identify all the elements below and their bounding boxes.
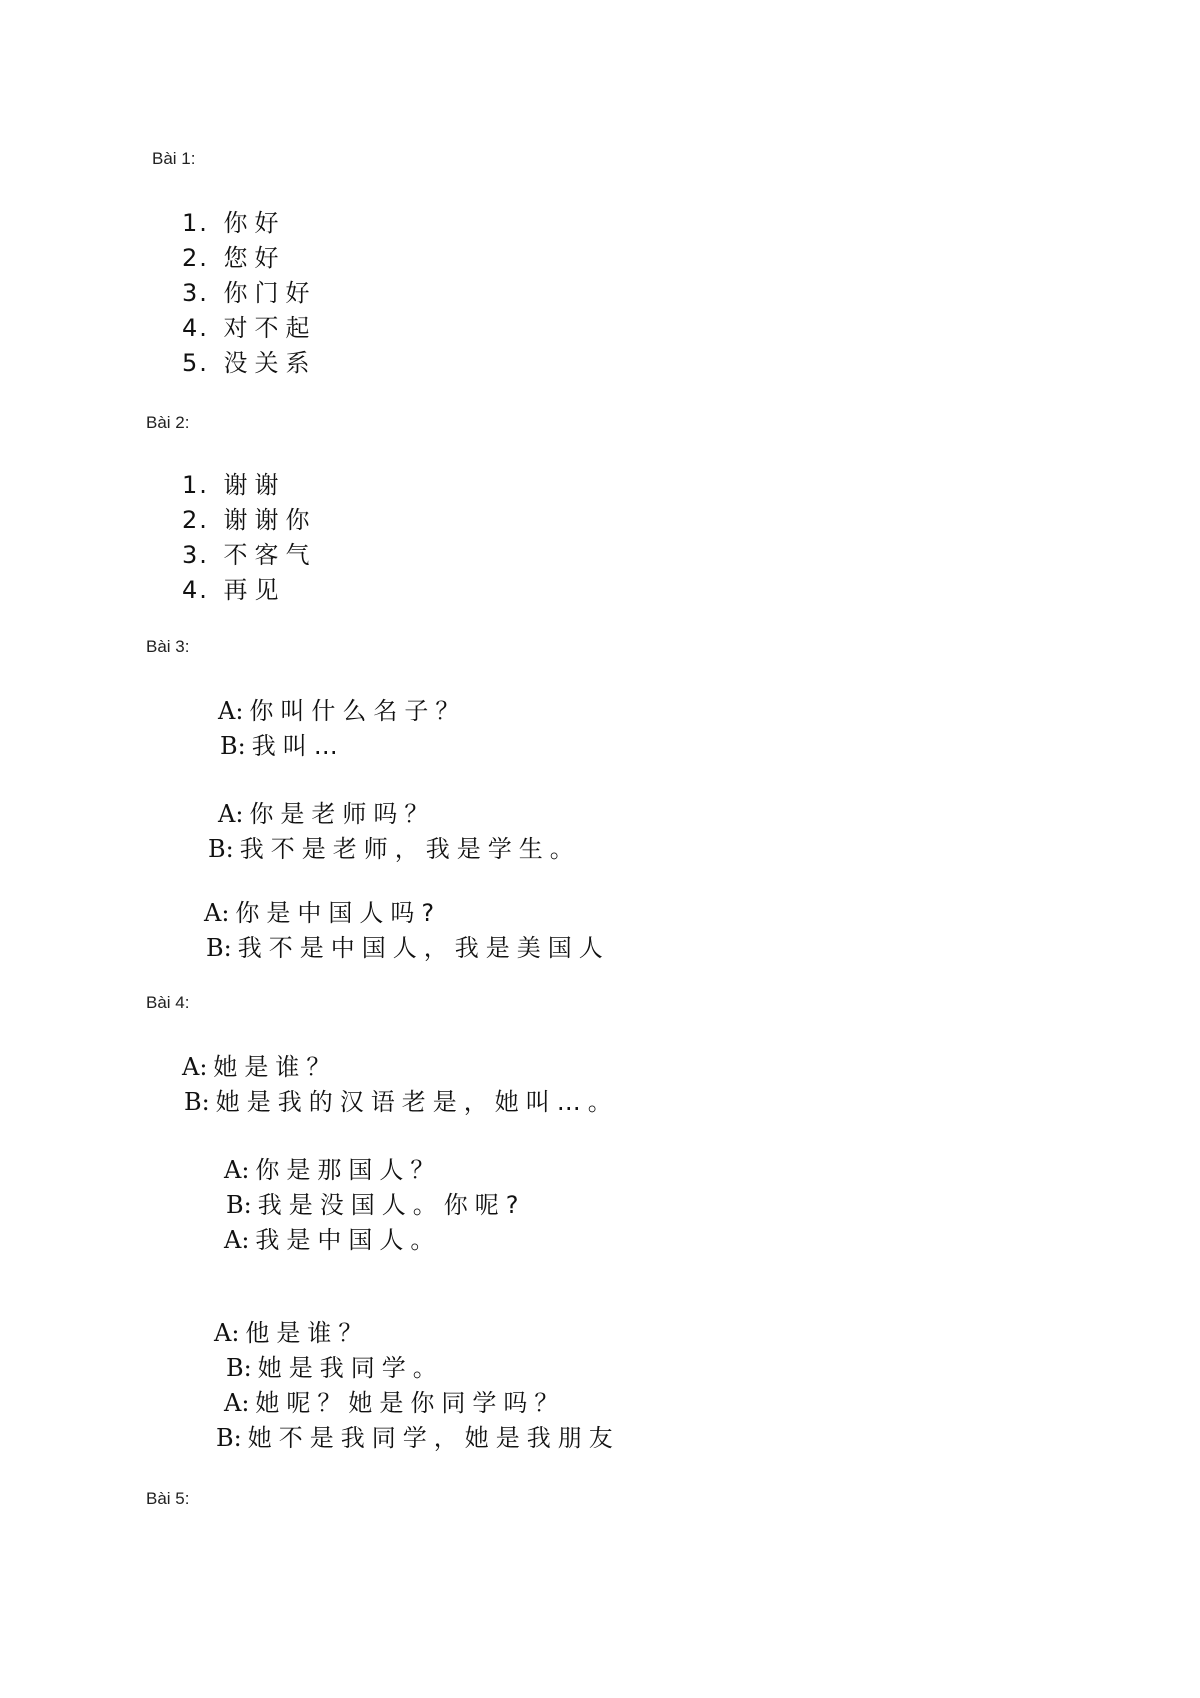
dialogue-line <box>226 1185 525 1220</box>
speaker-label: A: <box>218 800 244 828</box>
dialogue-line <box>220 726 345 761</box>
item-text: 谢谢你 <box>223 506 317 534</box>
item-text: 你门好 <box>223 279 317 307</box>
dialogue-line <box>218 794 435 829</box>
list-item <box>182 273 317 308</box>
speaker-label: B: <box>208 835 234 863</box>
dialogue-line <box>224 1150 441 1185</box>
lesson-5-heading: Bài 5: <box>146 1489 190 1508</box>
dialogue-line <box>214 1313 369 1348</box>
speaker-label: A: <box>214 1319 240 1347</box>
item-text: 您好 <box>223 244 286 272</box>
speaker-label: B: <box>226 1191 252 1219</box>
item-text: 你好 <box>223 209 286 237</box>
list-item <box>182 500 317 535</box>
dialogue-text: 她是我的汉语老是，她叫…。 <box>215 1088 619 1116</box>
dialogue-text: 她是谁？ <box>213 1053 338 1081</box>
lesson-2-heading: Bài 2: <box>146 413 190 432</box>
dialogue-text: 你叫什么名子？ <box>249 697 467 725</box>
dialogue-text: 他是谁？ <box>245 1319 370 1347</box>
item-number: 1. <box>182 209 209 237</box>
dialogue-line <box>184 1082 619 1117</box>
item-text: 再见 <box>223 576 286 604</box>
speaker-label: B: <box>226 1354 252 1382</box>
speaker-label: B: <box>216 1424 242 1452</box>
speaker-label: A: <box>218 697 244 725</box>
lesson-1-heading: Bài 1: <box>152 149 196 168</box>
speaker-label: B: <box>220 732 246 760</box>
list-item <box>182 308 317 343</box>
dialogue-text: 她是我同学。 <box>257 1354 444 1382</box>
item-number: 5. <box>182 349 209 377</box>
dialogue-text: 我是中国人。 <box>255 1226 442 1254</box>
list-item <box>182 570 286 605</box>
item-number: 2. <box>182 506 209 534</box>
speaker-label: A: <box>224 1226 250 1254</box>
list-item <box>182 535 317 570</box>
dialogue-line <box>226 1348 444 1383</box>
list-item <box>182 238 286 273</box>
dialogue-text: 你是那国人？ <box>255 1156 442 1184</box>
dialogue-line <box>224 1383 565 1418</box>
dialogue-text: 我叫… <box>251 732 345 760</box>
item-number: 4. <box>182 314 209 342</box>
dialogue-line <box>204 893 441 928</box>
list-item <box>182 465 286 500</box>
dialogue-text: 我不是中国人，我是美国人 <box>237 934 610 962</box>
dialogue-text: 她呢？她是你同学吗？ <box>255 1389 566 1417</box>
dialogue-text: 我是没国人。你呢? <box>257 1191 526 1219</box>
dialogue-text: 我不是老师，我是学生。 <box>239 835 581 863</box>
list-item <box>182 203 286 238</box>
speaker-label: A: <box>204 899 230 927</box>
dialogue-line <box>182 1047 337 1082</box>
dialogue-line <box>218 691 466 726</box>
speaker-label: B: <box>206 934 232 962</box>
item-number: 2. <box>182 244 209 272</box>
speaker-label: A: <box>224 1156 250 1184</box>
dialogue-line <box>224 1220 441 1255</box>
item-text: 不客气 <box>223 541 317 569</box>
item-text: 谢谢 <box>223 471 286 499</box>
dialogue-line <box>216 1418 620 1453</box>
item-number: 4. <box>182 576 209 604</box>
lesson-4-heading: Bài 4: <box>146 993 190 1012</box>
item-number: 3. <box>182 279 209 307</box>
item-text: 对不起 <box>223 314 317 342</box>
dialogue-text: 你是中国人吗? <box>235 899 442 927</box>
dialogue-text: 你是老师吗？ <box>249 800 436 828</box>
speaker-label: A: <box>224 1389 250 1417</box>
speaker-label: A: <box>182 1053 208 1081</box>
dialogue-text: 她不是我同学，她是我朋友 <box>247 1424 620 1452</box>
list-item <box>182 343 317 378</box>
lesson-3-heading: Bài 3: <box>146 637 190 656</box>
item-number: 1. <box>182 471 209 499</box>
item-text: 没关系 <box>223 349 317 377</box>
dialogue-line <box>208 829 581 864</box>
speaker-label: B: <box>184 1088 210 1116</box>
item-number: 3. <box>182 541 209 569</box>
dialogue-line <box>206 928 610 963</box>
